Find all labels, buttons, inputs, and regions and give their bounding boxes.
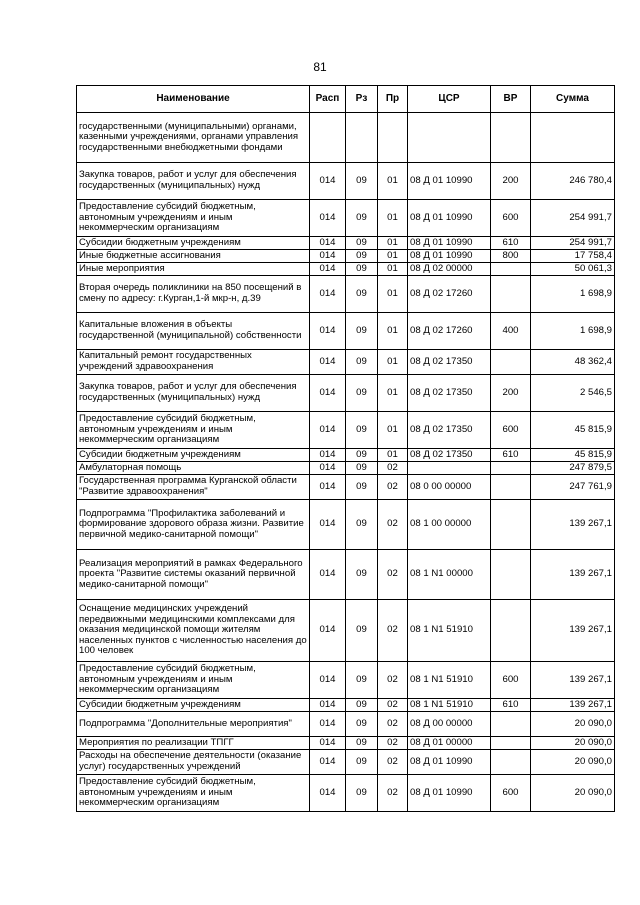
cell-name: Расходы на обеспечение деятельности (оказание услуг) государственных учреждений (77, 750, 310, 775)
cell-sum: 139 267,1 (531, 500, 615, 550)
table-row (77, 250, 615, 263)
cell-name: Иные бюджетные ассигнования (77, 250, 310, 263)
cell-pr: 01 (378, 412, 408, 449)
cell-csr: 08 1 N1 51910 (408, 662, 491, 699)
cell-rz: 09 (346, 662, 378, 699)
column-header-csr: ЦСР (408, 86, 491, 113)
cell-pr: 01 (378, 350, 408, 375)
cell-csr: 08 Д 02 17260 (408, 313, 491, 350)
cell-vr: 200 (491, 375, 531, 412)
cell-name: Субсидии бюджетным учреждениям (77, 449, 310, 462)
cell-rasp: 014 (310, 350, 346, 375)
cell-rz: 09 (346, 500, 378, 550)
cell-csr: 08 Д 02 17350 (408, 375, 491, 412)
cell-csr: 08 Д 01 10990 (408, 237, 491, 250)
cell-rz: 09 (346, 712, 378, 737)
cell-sum: 139 267,1 (531, 662, 615, 699)
cell-sum: 246 780,4 (531, 163, 615, 200)
cell-name: Капитальный ремонт государственных учреждений здравоохранения (77, 350, 310, 375)
cell-csr: 08 Д 00 00000 (408, 712, 491, 737)
cell-rz: 09 (346, 462, 378, 475)
column-header-sum: Сумма (531, 86, 615, 113)
cell-rasp: 014 (310, 313, 346, 350)
cell-pr (378, 113, 408, 163)
cell-pr: 01 (378, 250, 408, 263)
table-row (77, 113, 615, 163)
cell-csr: 08 Д 01 10990 (408, 775, 491, 812)
cell-sum: 2 546,5 (531, 375, 615, 412)
cell-rasp: 014 (310, 250, 346, 263)
cell-vr: 600 (491, 662, 531, 699)
cell-pr: 01 (378, 200, 408, 237)
cell-rasp: 014 (310, 500, 346, 550)
cell-rz: 09 (346, 775, 378, 812)
cell-vr (491, 712, 531, 737)
cell-rasp: 014 (310, 712, 346, 737)
cell-rz: 09 (346, 449, 378, 462)
cell-rasp: 014 (310, 263, 346, 276)
cell-rz: 09 (346, 313, 378, 350)
cell-vr (491, 263, 531, 276)
cell-name: Предоставление субсидий бюджетным, автономным учреждениям и иным некоммерческим организациям (77, 662, 310, 699)
cell-rasp: 014 (310, 662, 346, 699)
cell-rz: 09 (346, 750, 378, 775)
cell-pr: 02 (378, 750, 408, 775)
table-row (77, 750, 615, 775)
cell-sum: 1 698,9 (531, 313, 615, 350)
table-row (77, 775, 615, 812)
cell-pr: 02 (378, 712, 408, 737)
cell-sum: 20 090,0 (531, 775, 615, 812)
cell-vr (491, 600, 531, 662)
table-row (77, 500, 615, 550)
cell-csr: 08 1 N1 51910 (408, 699, 491, 712)
cell-rasp: 014 (310, 462, 346, 475)
cell-pr: 01 (378, 276, 408, 313)
cell-sum: 48 362,4 (531, 350, 615, 375)
cell-rasp (310, 113, 346, 163)
cell-rz: 09 (346, 699, 378, 712)
cell-vr (491, 737, 531, 750)
cell-rasp: 014 (310, 237, 346, 250)
cell-sum: 50 061,3 (531, 263, 615, 276)
cell-rasp: 014 (310, 475, 346, 500)
cell-pr: 02 (378, 775, 408, 812)
cell-csr: 08 Д 01 10990 (408, 163, 491, 200)
cell-rasp: 014 (310, 750, 346, 775)
cell-name: Подпрограмма "Дополнительные мероприятия" (77, 712, 310, 737)
page-number: 81 (313, 60, 327, 74)
cell-vr: 610 (491, 449, 531, 462)
cell-name: Вторая очередь поликлиники на 850 посещений в смену по адресу: г.Курган,1-й мкр-н, д.39 (77, 276, 310, 313)
cell-sum: 139 267,1 (531, 699, 615, 712)
table-row (77, 276, 615, 313)
cell-pr: 01 (378, 313, 408, 350)
cell-rasp: 014 (310, 600, 346, 662)
cell-pr: 01 (378, 375, 408, 412)
cell-pr: 02 (378, 662, 408, 699)
cell-csr: 08 Д 02 17260 (408, 276, 491, 313)
table-row (77, 350, 615, 375)
cell-name: Подпрограмма "Профилактика заболеваний и формирование здорового образа жизни. Развитие первичной медико-санитарной помощи" (77, 500, 310, 550)
cell-csr: 08 1 N1 51910 (408, 600, 491, 662)
cell-sum: 45 815,9 (531, 412, 615, 449)
cell-rz (346, 113, 378, 163)
cell-sum: 254 991,7 (531, 200, 615, 237)
cell-vr: 800 (491, 250, 531, 263)
cell-rz: 09 (346, 200, 378, 237)
cell-pr: 02 (378, 699, 408, 712)
cell-sum: 254 991,7 (531, 237, 615, 250)
cell-csr: 08 1 00 00000 (408, 500, 491, 550)
column-header-vr: ВР (491, 86, 531, 113)
table-row (77, 163, 615, 200)
cell-rasp: 014 (310, 276, 346, 313)
cell-rz: 09 (346, 276, 378, 313)
cell-name: Закупка товаров, работ и услуг для обеспечения государственных (муниципальных) нужд (77, 375, 310, 412)
cell-csr (408, 113, 491, 163)
table-body (77, 113, 615, 812)
cell-name: Оснащение медицинских учреждений передвижными медицинскими комплексами для оказания медицинской помощи жителям населенных пунктов с численностью населения до 100 человек (77, 600, 310, 662)
cell-sum: 139 267,1 (531, 550, 615, 600)
cell-rz: 09 (346, 600, 378, 662)
cell-vr (491, 276, 531, 313)
cell-name: Субсидии бюджетным учреждениям (77, 237, 310, 250)
table-row (77, 412, 615, 449)
table-header-row (77, 86, 615, 113)
cell-vr (491, 750, 531, 775)
cell-csr: 08 Д 02 00000 (408, 263, 491, 276)
table-row (77, 313, 615, 350)
column-header-rasp: Расп (310, 86, 346, 113)
cell-rz: 09 (346, 163, 378, 200)
cell-csr (408, 462, 491, 475)
budget-table (76, 85, 615, 812)
cell-pr: 02 (378, 550, 408, 600)
table-row (77, 200, 615, 237)
cell-name: Государственная программа Курганской области "Развитие здравоохранения" (77, 475, 310, 500)
cell-rz: 09 (346, 737, 378, 750)
cell-vr (491, 462, 531, 475)
cell-pr: 02 (378, 737, 408, 750)
cell-name: Иные мероприятия (77, 263, 310, 276)
cell-csr: 08 1 N1 00000 (408, 550, 491, 600)
cell-rz: 09 (346, 412, 378, 449)
cell-pr: 01 (378, 237, 408, 250)
cell-name: Закупка товаров, работ и услуг для обеспечения государственных (муниципальных) нужд (77, 163, 310, 200)
cell-sum: 20 090,0 (531, 737, 615, 750)
table-row (77, 662, 615, 699)
table-row (77, 475, 615, 500)
cell-vr (491, 500, 531, 550)
cell-rz: 09 (346, 237, 378, 250)
cell-vr: 610 (491, 237, 531, 250)
cell-name: Капитальные вложения в объекты государственной (муниципальной) собственности (77, 313, 310, 350)
cell-vr: 600 (491, 200, 531, 237)
cell-vr: 600 (491, 412, 531, 449)
cell-csr: 08 0 00 00000 (408, 475, 491, 500)
cell-sum: 247 879,5 (531, 462, 615, 475)
table-row (77, 699, 615, 712)
cell-name: государственными (муниципальными) органами, казенными учреждениями, органами управления государственными внебюджетными фондами (77, 113, 310, 163)
table-row (77, 600, 615, 662)
cell-vr (491, 350, 531, 375)
cell-pr: 02 (378, 462, 408, 475)
table-row (77, 263, 615, 276)
cell-pr: 01 (378, 163, 408, 200)
cell-sum: 20 090,0 (531, 712, 615, 737)
cell-name: Реализация мероприятий в рамках Федерального проекта "Развитие системы оказаний первичной медико-санитарной помощи" (77, 550, 310, 600)
cell-name: Предоставление субсидий бюджетным, автономным учреждениям и иным некоммерческим организациям (77, 775, 310, 812)
cell-vr: 610 (491, 699, 531, 712)
cell-csr: 08 Д 01 10990 (408, 750, 491, 775)
cell-rz: 09 (346, 550, 378, 600)
cell-rz: 09 (346, 475, 378, 500)
table-row (77, 737, 615, 750)
cell-csr: 08 Д 02 17350 (408, 350, 491, 375)
column-header-rz: Рз (346, 86, 378, 113)
cell-pr: 01 (378, 263, 408, 276)
cell-vr: 400 (491, 313, 531, 350)
table-row (77, 462, 615, 475)
cell-vr (491, 475, 531, 500)
cell-rz: 09 (346, 263, 378, 276)
cell-sum: 139 267,1 (531, 600, 615, 662)
cell-rasp: 014 (310, 775, 346, 812)
cell-pr: 02 (378, 500, 408, 550)
cell-rasp: 014 (310, 200, 346, 237)
cell-csr: 08 Д 01 00000 (408, 737, 491, 750)
cell-name: Предоставление субсидий бюджетным, автономным учреждениям и иным некоммерческим организациям (77, 412, 310, 449)
cell-sum: 247 761,9 (531, 475, 615, 500)
cell-csr: 08 Д 01 10990 (408, 250, 491, 263)
table-row (77, 237, 615, 250)
cell-rasp: 014 (310, 375, 346, 412)
cell-pr: 01 (378, 449, 408, 462)
column-header-name: Наименование (77, 86, 310, 113)
cell-sum: 1 698,9 (531, 276, 615, 313)
cell-rz: 09 (346, 350, 378, 375)
cell-rasp: 014 (310, 737, 346, 750)
cell-sum (531, 113, 615, 163)
table-row (77, 449, 615, 462)
cell-sum: 45 815,9 (531, 449, 615, 462)
cell-vr (491, 550, 531, 600)
cell-sum: 17 758,4 (531, 250, 615, 263)
column-header-pr: Пр (378, 86, 408, 113)
cell-sum: 20 090,0 (531, 750, 615, 775)
cell-rasp: 014 (310, 163, 346, 200)
table-row (77, 550, 615, 600)
table-row (77, 712, 615, 737)
cell-name: Субсидии бюджетным учреждениям (77, 699, 310, 712)
cell-rasp: 014 (310, 550, 346, 600)
cell-rasp: 014 (310, 449, 346, 462)
cell-rasp: 014 (310, 699, 346, 712)
cell-rz: 09 (346, 250, 378, 263)
cell-csr: 08 Д 02 17350 (408, 412, 491, 449)
cell-name: Мероприятия по реализации ТПГГ (77, 737, 310, 750)
cell-rasp: 014 (310, 412, 346, 449)
cell-rz: 09 (346, 375, 378, 412)
cell-csr: 08 Д 02 17350 (408, 449, 491, 462)
cell-vr (491, 113, 531, 163)
table-row (77, 375, 615, 412)
cell-pr: 02 (378, 600, 408, 662)
cell-vr: 200 (491, 163, 531, 200)
cell-name: Амбулаторная помощь (77, 462, 310, 475)
cell-csr: 08 Д 01 10990 (408, 200, 491, 237)
cell-name: Предоставление субсидий бюджетным, автономным учреждениям и иным некоммерческим организациям (77, 200, 310, 237)
cell-vr: 600 (491, 775, 531, 812)
cell-pr: 02 (378, 475, 408, 500)
